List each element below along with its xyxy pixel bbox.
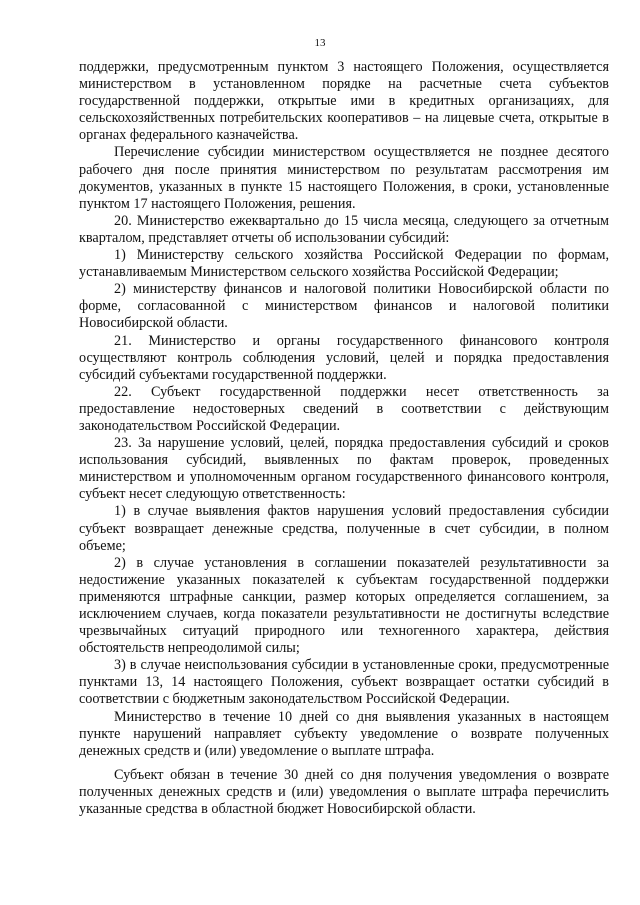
paragraph-20-item-2: 2) министерству финансов и налоговой политики Новосибирской области по форме, согласованной с министерством финансов и налоговой политики Новосибирской области. (79, 281, 609, 332)
paragraph-subject-obligation: Субъект обязан в течение 30 дней со дня получения уведомления о возврате полученных денежных средств и (или) уведомления о выплате штрафа перечислить указанные средства в областной бюджет Новосибирской области. (79, 766, 609, 818)
page-number: 13 (314, 37, 326, 49)
paragraph-ministry-notice: Министерство в течение 10 дней со дня выявления указанных в настоящем пункте нарушений направляет субъекту уведомление о возврате полученных денежных средств и (или) уведомление о выплате штрафа. (79, 708, 609, 759)
paragraph-continuation: поддержки, предусмотренным пунктом 3 настоящего Положения, осуществляется министерством в установленном порядке на расчетные счета субъектов государственной поддержки, открытые ими в кредитных организациях, для сельскохозяйственных потребительских кооперативов – на лицевые счета, открытые в органах федерального казначейства. (79, 59, 609, 144)
paragraph-23-item-2: 2) в случае установления в соглашении показателей результативности за недостижение указанных показателей к субъектам государственной поддержки применяются штрафные санкции, размер которых определяется соглашением, за исключением случаев, когда показатели результативности не достигнуты вследствие чрезвычайных ситуаций природного или техногенного характера, действия обстоятельств непреодолимой силы; (79, 554, 609, 657)
paragraph-23-item-3: 3) в случае неиспользования субсидии в установленные сроки, предусмотренные пунктами 13, 14 настоящего Положения, субъект возвращает остатки субсидий в соответствии с бюджетным законодательством Российской Федерации. (79, 657, 609, 708)
paragraph-subsidy-transfer: Перечисление субсидии министерством осуществляется не позднее десятого рабочего дня после принятия министерством по результатам рассмотрения им документов, указанных в пункте 15 настоящего Положения, в сроки, установленные пунктом 17 настоящего Положения, решения. (79, 144, 609, 212)
paragraph-23-item-1: 1) в случае выявления фактов нарушения условий предоставления субсидии субъект возвращает денежные средства, полученные в счет субсидии, в полном объеме; (79, 503, 609, 554)
paragraph-21: 21. Министерство и органы государственного финансового контроля осуществляют контроль соблюдения условий, целей и порядка предоставления субсидий субъектами государственной поддержки. (79, 332, 609, 383)
document-body (79, 59, 609, 818)
paragraph-22: 22. Субъект государственной поддержки несет ответственность за предоставление недостоверных сведений в соответствии с действующим законодательством Российской Федерации. (79, 383, 609, 434)
paragraph-20: 20. Министерство ежеквартально до 15 числа месяца, следующего за отчетным кварталом, представляет отчеты об использовании субсидий: (79, 212, 609, 246)
paragraph-23: 23. За нарушение условий, целей, порядка предоставления субсидий и сроков использования субсидий, выявленных по фактам проверок, проведенных министерством и уполномоченным органом государственного финансового контроля, субъект несет следующую ответственность: (79, 435, 609, 503)
paragraph-20-item-1: 1) Министерству сельского хозяйства Российской Федерации по формам, устанавливаемым Министерством сельского хозяйства Российской Федерации; (79, 247, 609, 281)
